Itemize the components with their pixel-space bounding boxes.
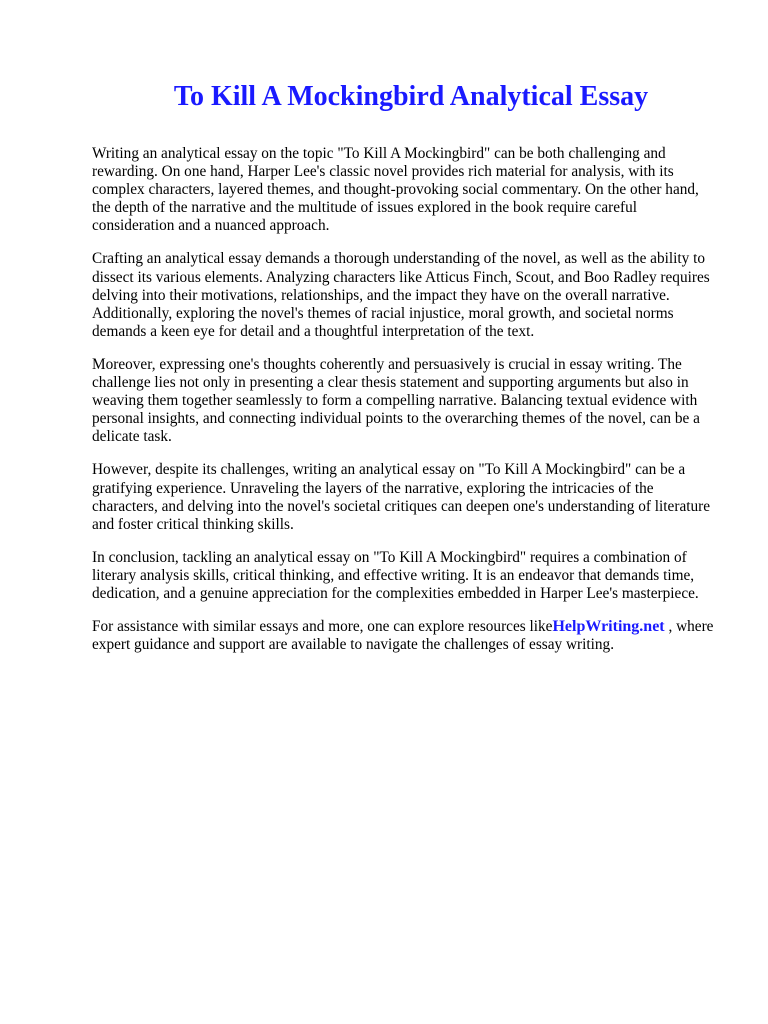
paragraph-line: Moreover, expressing one's thoughts coherently and persuasively is crucial in essay writing. The xyxy=(92,355,682,373)
paragraph-4 xyxy=(92,461,732,533)
paragraph-line: Additionally, exploring the novel's themes of racial injustice, moral growth, and societal norms xyxy=(92,304,674,322)
paragraph-line: and foster critical thinking skills. xyxy=(92,515,294,533)
paragraph-5 xyxy=(92,549,732,603)
paragraph-line: characters, and delving into the novel's societal critiques can deepen one's understanding of literature xyxy=(92,497,711,515)
essay-body xyxy=(92,145,732,669)
paragraph-line: rewarding. On one hand, Harper Lee's classic novel provides rich material for analysis, with its xyxy=(92,163,674,181)
paragraph-line: expert guidance and support are available to navigate the challenges of essay writing. xyxy=(92,636,615,654)
paragraph-line: However, despite its challenges, writing an analytical essay on "To Kill A Mockingbird" can be a xyxy=(92,461,686,479)
paragraph-line: delving into their motivations, relationships, and the impact they have on the overall narrative. xyxy=(92,286,670,304)
paragraph-line: dedication, and a genuine appreciation for the complexities embedded in Harper Lee's masterpiece. xyxy=(92,584,699,602)
paragraph-line: complex characters, layered themes, and thought-provoking social commentary. On the other hand, xyxy=(92,181,699,199)
paragraph-line: personal insights, and connecting individual points to the overarching themes of the novel, can be a xyxy=(92,410,700,428)
paragraph-text: For assistance with similar essays and more, one can explore resources like xyxy=(92,618,553,636)
paragraph-line: demands a keen eye for detail and a thoughtful interpretation of the text. xyxy=(92,322,535,340)
paragraph-line: gratifying experience. Unraveling the layers of the narrative, exploring the intricacies of the xyxy=(92,479,654,497)
paragraph-line: dissect its various elements. Analyzing characters like Atticus Finch, Scout, and Boo Radley requires xyxy=(92,268,710,286)
paragraph-line: the depth of the narrative and the multitude of issues explored in the book require careful xyxy=(92,199,637,217)
paragraph-line: consideration and a nuanced approach. xyxy=(92,217,330,235)
paragraph-line: weaving them together seamlessly to form a compelling narrative. Balancing textual evidence with xyxy=(92,392,698,410)
paragraph-text: , where xyxy=(664,618,714,636)
paragraph-line: In conclusion, tackling an analytical essay on "To Kill A Mockingbird" requires a combination of xyxy=(92,548,687,566)
paragraph-1 xyxy=(92,145,732,235)
paragraph-line: Writing an analytical essay on the topic "To Kill A Mockingbird" can be both challenging and xyxy=(92,145,666,162)
paragraph-6 xyxy=(92,618,732,654)
paragraph-line: delicate task. xyxy=(92,428,172,446)
page-title: To Kill A Mockingbird Analytical Essay xyxy=(173,81,649,112)
paragraph-2 xyxy=(92,250,732,340)
paragraph-line: challenge lies not only in presenting a clear thesis statement and supporting arguments but also in xyxy=(92,374,689,392)
paragraph-line: Crafting an analytical essay demands a thorough understanding of the novel, as well as the ability to xyxy=(92,250,705,268)
paragraph-line: literary analysis skills, critical thinking, and effective writing. It is an endeavor that demands time, xyxy=(92,566,695,584)
helpwriting-link[interactable]: HelpWriting.net xyxy=(552,618,665,636)
paragraph-3 xyxy=(92,356,732,446)
paragraph-line xyxy=(92,618,732,636)
